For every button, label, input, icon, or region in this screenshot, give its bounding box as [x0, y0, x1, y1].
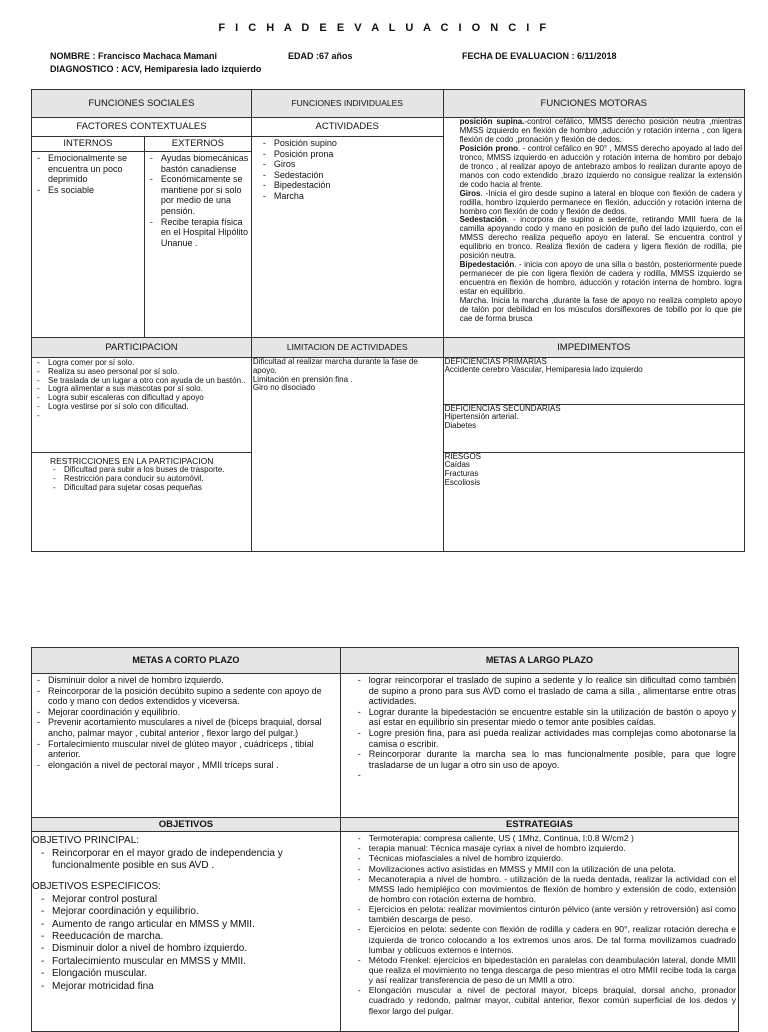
- meta-corto-item: - elongación a nivel de pectoral mayor , MMII tríceps sural .: [34, 760, 338, 771]
- participacion-item: - Logra vestirse por sí solo con dificultad.: [34, 403, 249, 412]
- motora-paragraph: [460, 261, 742, 297]
- patient-name: NOMBRE : Francisco Machaca Mamani: [50, 51, 218, 61]
- participacion-item: - Logra subir escaleras con dificultad y apoyo: [34, 394, 249, 403]
- actividad-item: - Bipedestación: [260, 180, 441, 191]
- metas-corto-header: METAS A CORTO PLAZO: [32, 648, 341, 674]
- motora-label: Bipedestación: [459, 260, 515, 270]
- objetivo-especifico-item: - Reeducación de marcha.: [38, 931, 340, 943]
- estrategia-item: - Ejercicios en pelota: realizar movimientos cinturón pélvico (ante versión y retroversión) así como también descarga de peso.: [355, 904, 736, 924]
- actividad-item: - Posición supino: [260, 138, 441, 149]
- objetivos-header: OBJETIVOS: [32, 818, 341, 832]
- funciones-individuales-header: FUNCIONES INDIVIDUALES: [251, 90, 443, 118]
- limitacion-cell: [251, 358, 443, 552]
- participacion-item: - Se traslada de un lugar a otro con ayuda de un bastón..: [34, 377, 249, 386]
- externos-header: EXTERNOS: [144, 137, 251, 152]
- motora-paragraph: [460, 216, 742, 261]
- def-secundaria-item: Diabetes: [444, 421, 477, 431]
- patient-age: EDAD :67 años: [288, 51, 353, 61]
- riesgo-item: Escoliosis: [444, 477, 481, 487]
- estrategias-list: [355, 833, 736, 1016]
- restriccion-item: - Dificultad para subir a los buses de trasporte.: [50, 466, 247, 475]
- estrategia-item: - Movilizaciones activo asistidas en MMSS y MMII con la utilización de una pelota.: [355, 864, 736, 874]
- actividades-header: ACTIVIDADES: [251, 118, 443, 137]
- motora-paragraph: [460, 145, 742, 190]
- metas-largo-header: METAS A LARGO PLAZO: [340, 648, 738, 674]
- externos-item: - Recibe terapia física en el Hospital Hipólito Unanue .: [147, 217, 249, 249]
- funciones-motoras-cell: [443, 118, 744, 338]
- motora-text: . - incorpora de supino a sedente, retirando MMII fuera de la camilla apoyando codo y mano en posición de puño del lado izquierdo, con el MMSS derecho realiza pequeño apoyo en lateral. Se encuentra control y equilibrio en tronco. Realiza flexión de cadera y ligera flexión de rodilla, pie posición neutra.: [459, 215, 742, 261]
- externos-list: [147, 153, 249, 248]
- factores-contextuales-header: FACTORES CONTEXTUALES: [32, 118, 252, 137]
- motora-text: . - inicia con apoyo de una silla o bastón, posteriormente puede permanecer de pie con ligera flexión de cadera y rodilla, MMSS izquierdo se encuentra en flexión de hombro, aducción y rotación interna de hombro. logra estar en equilibrio.: [459, 260, 742, 297]
- motora-text: . - control cefálico en 90° , MMSS derecho apoyado al lado del tronco, MMSS izquierdo en aducción y rotación interna de hombro por debajo de tronco , al realizar apoyo de antebrazo ambos lo realizan durante apoyo de manos con codo extendido ,brazo izquierdo no consigue realizar la extensión de codo hacia al frente.: [459, 143, 742, 189]
- actividad-item: - Giros: [260, 159, 441, 170]
- restricciones-label: RESTRICCIONES EN LA PARTICIPACION: [50, 456, 214, 466]
- objetivo-especifico-item: - Aumento de rango articular en MMSS y MMII.: [38, 919, 340, 931]
- externos-cell: [144, 152, 251, 338]
- objetivo-principal-label: OBJETIVO PRINCIPAL:: [32, 835, 140, 847]
- estrategias-header: ESTRATEGIAS: [340, 818, 738, 832]
- objetivo-especifico-item: - Mejorar control postural: [38, 894, 340, 906]
- objetivo-principal-item: - Reincorporar en el mayor grado de independencia y funcionalmente posible en sus AVD .: [38, 848, 340, 873]
- motora-label: posición supina.: [459, 117, 525, 126]
- riesgos-label: RIESGOS: [444, 452, 482, 461]
- motora-text: Marcha. Inicia la marcha ,durante la fase de apoyo no realiza completo apoyo de talón por debilidad en los músculos dorsiflexores de tobillo por lo que pie cae de forma brusca: [459, 296, 742, 323]
- metas-corto-cell: [32, 674, 341, 818]
- document-title: F I C H A D E E V A L U A C I O N C I F: [218, 22, 550, 34]
- motora-paragraph: [460, 190, 742, 217]
- restricciones-cell: [32, 453, 252, 552]
- participacion-header: PARTICIPACION: [32, 338, 252, 358]
- restricciones-list: [50, 466, 247, 492]
- internos-list: [34, 153, 142, 195]
- meta-corto-item: - Reincorporar de la posición decúbito supino a sedente con apoyo de codo y mano con dedos extendidos y viceversa.: [34, 686, 338, 707]
- restriccion-item: - Dificultad para sujetar cosas pequeñas: [50, 484, 247, 493]
- impedimentos-header: IMPEDIMENTOS: [443, 338, 744, 358]
- def-secundaria-item: Hipertensión arterial.: [444, 412, 519, 422]
- meta-largo-item: - Logre presión fina, para así pueda realizar actividades mas complejas como abotonarse la camisa o escribir.: [355, 728, 736, 749]
- objetivos-especificos-list: [32, 894, 340, 993]
- funciones-motoras-header: FUNCIONES MOTORAS: [443, 90, 744, 118]
- meta-corto-item: - Disminuir dolor a nivel de hombro izquierdo.: [34, 675, 338, 686]
- riesgos-list: [445, 461, 743, 487]
- internos-header: INTERNOS: [32, 137, 145, 152]
- limitacion-header: LIMITACION DE ACTIVIDADES: [251, 338, 443, 358]
- actividad-item: - Marcha: [260, 191, 441, 202]
- limitacion-item: Dificultad al realizar marcha durante la fase de apoyo.: [252, 357, 418, 375]
- evaluation-date: FECHA DE EVALUACION : 6/11/2018: [462, 51, 617, 61]
- externos-item: - Económicamente se mantiene por si solo por medio de una pensión.: [147, 174, 249, 216]
- motora-text: -control cefálico, MMSS derecho posición neutra ,mientras MMSS izquierdo en flexión de hombro ,aducción y rotación interna , con ligera flexión de codo ,pronación y flexión de dedos.: [459, 117, 743, 144]
- def-secundarias-label: DEFICIENCIAS SECUNDARIAS: [444, 404, 561, 413]
- estrategia-item: - Termoterapia: compresa caliente, US ( 1Mhz, Continua, I:0.8 W/cm2 ): [355, 833, 736, 843]
- riesgos-cell: [443, 453, 744, 552]
- def-secundarias-list: [445, 413, 743, 431]
- objetivo-principal-list: [32, 848, 340, 873]
- internos-cell: [32, 152, 145, 338]
- externos-item: - Ayudas biomecánicas bastón canadiense: [147, 153, 249, 174]
- metas-largo-cell: [340, 674, 738, 818]
- participacion-item: - Logra comer por sí solo.: [34, 359, 249, 368]
- limitacion-list: [253, 358, 442, 393]
- objetivos-cell: [32, 832, 341, 1032]
- motora-label: Sedestación: [459, 215, 507, 225]
- objetivo-especifico-item: - Fortalecimiento muscular en MMSS y MMII.: [38, 956, 340, 968]
- meta-corto-item: - Mejorar coordinación y equilibrio.: [34, 707, 338, 718]
- participacion-cell: [32, 358, 252, 453]
- diagnosis: DIAGNOSTICO : ACV, Hemiparesia lado izquierdo: [50, 64, 262, 74]
- deficiencias-primarias: [444, 358, 744, 405]
- estrategia-item: - Mecanoterapia a nivel de hombro. - utilización de la rueda dentada, realizar la actividad con el MMSS lado hemipléjico con movimientos de flexión de hombro y extensión de codo, extensión de hombro con rotación externa de hombro.: [355, 874, 736, 904]
- meta-corto-item: - Fortalecimiento muscular nivel de glúteo mayor , cuádriceps , tibial anterior.: [34, 739, 338, 760]
- meta-corto-item: - Prevenir acortamiento musculares a nivel de (bíceps braquial, dorsal ancho, palmar mayor , cubital anterior , flexor largo del pulgar.): [34, 717, 338, 738]
- limitacion-item: Limitación en prensión fina .: [252, 374, 353, 384]
- motoras-list: [460, 118, 742, 324]
- motora-label: Giros: [459, 188, 481, 198]
- meta-largo-item: - lograr reincorporar el traslado de supino a sedente y lo realice sin dificultad como también de supino a prono para sus AVD como el traslado de cama a silla , alimentarse entre otras actividades.: [355, 675, 736, 707]
- objetivo-especifico-item: - Mejorar coordinación y equilibrio.: [38, 906, 340, 918]
- def-primarias-label: DEFICIENCIAS PRIMARIAS: [444, 357, 547, 366]
- estrategia-item: - terapia manual: Técnica masaje cyriax a nivel de hombro izquierdo.: [355, 843, 736, 853]
- motora-paragraph: [460, 297, 742, 324]
- estrategias-cell: [340, 832, 738, 1032]
- estrategia-item: - Técnicas miofasciales a nivel de hombro izquierdo.: [355, 853, 736, 863]
- deficiencias-secundarias: [445, 405, 743, 431]
- restriccion-item: - Restricción para conducir su automóvil.: [50, 475, 247, 484]
- participacion-item: - Realiza su aseo personal por sí solo.: [34, 368, 249, 377]
- funciones-sociales-header: FUNCIONES SOCIALES: [32, 90, 252, 118]
- actividades-cell: [251, 137, 443, 338]
- motora-text: . -Inicia el giro desde supino a lateral en bloque con flexión de cadera y rodilla, hombro izquierdo permanece en flexión, aducción y rotación interna de hombro con flexión de codo y flexión de dedos.: [459, 188, 742, 216]
- metas-largo-list: [355, 675, 736, 770]
- metas-estrategias-table: [31, 647, 739, 1032]
- estrategia-item: - Ejercicios en pelota: sedente con flexión de rodilla y cadera en 90°, realizar rotación derecha e izquierda de tronco colocando a los extremos unos aros. De tal forma movilizamos cuadrado lumbar y oblicuos externos e internos.: [355, 924, 736, 954]
- estrategia-item: - Método Frenkel: ejercicios en bipedestación en paralelas con deambulación lateral, donde MMII que realiza el movimiento no tenga descarga de peso mientras el otro MMII recibe toda la carga y así realizar transferencia de peso de un MMII a otro.: [355, 955, 736, 985]
- motora-label: Posición prono: [459, 143, 518, 153]
- objetivo-especifico-item: - Disminuir dolor a nivel de hombro izquierdo.: [38, 943, 340, 955]
- def-primaria-item: Accidente cerebro Vascular, Hemiparesia lado izquierdo: [444, 365, 643, 375]
- internos-item: - Es sociable: [34, 185, 142, 196]
- riesgo-item: Fracturas: [444, 469, 479, 479]
- meta-largo-item: - Reincorporar durante la marcha sea lo mas funcionalmente posible, para que logre trasladarse de un lugar a otro sin uso de apoyo.: [355, 749, 736, 770]
- objetivos-especificos-label: OBJETIVOS ESPECIFICOS:: [32, 881, 161, 893]
- actividad-item: - Sedestación: [260, 170, 441, 181]
- def-primarias-list: [445, 366, 743, 375]
- actividades-list: [254, 138, 441, 202]
- limitacion-item: Giro no disociado: [252, 383, 316, 393]
- internos-item: - Emocionalmente se encuentra un poco deprimido: [34, 153, 142, 185]
- participacion-list: [34, 359, 249, 412]
- cif-evaluation-table: [31, 89, 745, 552]
- metas-corto-list: [34, 675, 338, 770]
- riesgo-item: Caídas: [444, 460, 470, 470]
- impedimentos-cell: [443, 358, 744, 453]
- actividad-item: - Posición prona: [260, 149, 441, 160]
- objetivo-especifico-item: - Elongación muscular.: [38, 968, 340, 980]
- participacion-item: - Logra alimentar a sus mascotas por sí solo.: [34, 385, 249, 394]
- meta-largo-item: - Lograr durante la bipedestación se encuentre estable sin la utilización de bastón o apoyo y así estar en equilibrio sin presentar miedo o temor ante posibles caídas.: [355, 707, 736, 728]
- estrategia-item: - Elongación muscular a nivel de pectoral mayor, bíceps braquial, dorsal ancho, pronador cuadrado y redondo, palmar mayor, cubital anterior, flexor común superficial de los dedos y flexor largo del pulgar.: [355, 985, 736, 1015]
- objetivo-especifico-item: - Mejorar motricidad fina: [38, 981, 340, 993]
- motora-paragraph: [460, 118, 742, 145]
